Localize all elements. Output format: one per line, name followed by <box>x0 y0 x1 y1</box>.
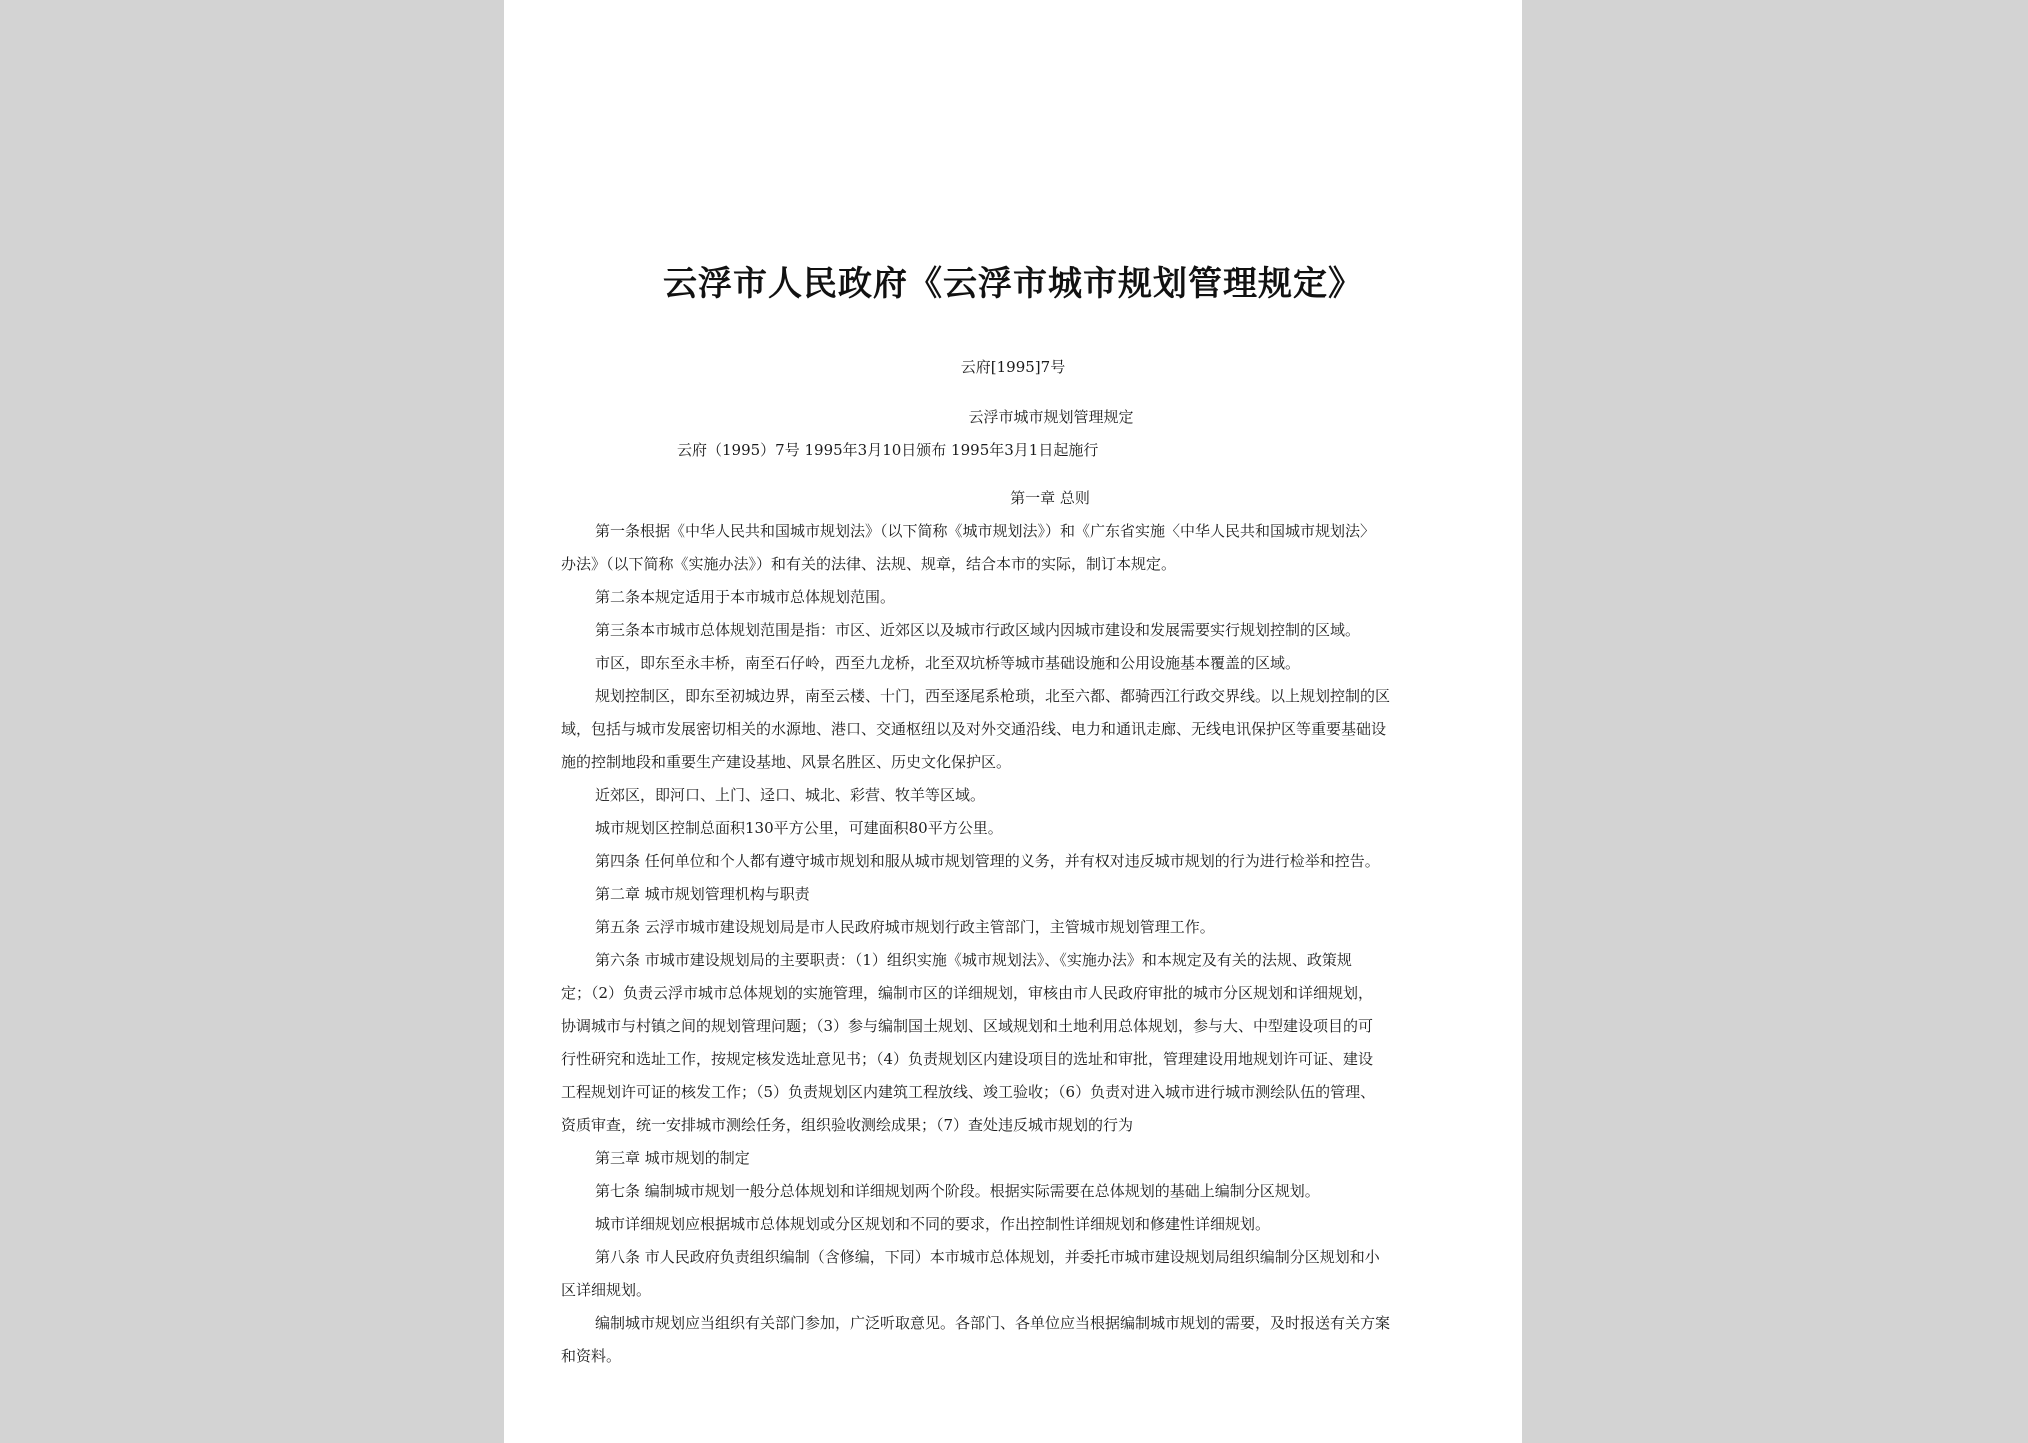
text-line: 和资料。 <box>561 1347 622 1365</box>
text-line: 域，包括与城市发展密切相关的水源地、港口、交通枢纽以及对外交通沿线、电力和通讯走廊、无线电讯保护区等重要基础设 <box>561 720 1387 738</box>
text-line: 行性研究和选址工作，按规定核发选址意见书；（4）负责规划区内建设项目的选址和审批，管理建设用地规划许可证、建设 <box>561 1050 1374 1068</box>
document-body <box>561 482 1471 1373</box>
text-line: 近郊区，即河口、上门、迳口、城北、彩营、牧羊等区域。 <box>595 786 986 804</box>
text-line: 区详细规划。 <box>561 1281 652 1299</box>
document-page <box>504 0 1522 1443</box>
text-line: 施的控制地段和重要生产建设基地、风景名胜区、历史文化保护区。 <box>561 753 1012 771</box>
text-line: 协调城市与村镇之间的规划管理问题；（3）参与编制国土规划、区域规划和土地利用总体规划，参与大、中型建设项目的可 <box>561 1017 1374 1035</box>
text-line: 城市规划区控制总面积130平方公里，可建面积80平方公里。 <box>595 819 1003 837</box>
document-subtitle: 云浮市城市规划管理规定 <box>968 408 1134 426</box>
text-line: 市区，即东至永丰桥，南至石仔岭，西至九龙桥，北至双坑桥等城市基础设施和公用设施基本覆盖的区域。 <box>595 654 1301 672</box>
chapter-heading: 第二章 城市规划管理机构与职责 <box>595 885 810 903</box>
text-line: 第二条本规定适用于本市城市总体规划范围。 <box>595 588 896 606</box>
chapter-heading: 第三章 城市规划的制定 <box>595 1149 750 1167</box>
issue-info: 云府（1995）7号 1995年3月10日颁布 1995年3月1日起施行 <box>677 441 1099 459</box>
text-line: 第五条 云浮市城市建设规划局是市人民政府城市规划行政主管部门，主管城市规划管理工作。 <box>595 918 1215 936</box>
chapter-heading: 第一章 总则 <box>1010 489 1090 507</box>
text-line: 城市详细规划应根据城市总体规划或分区规划和不同的要求，作出控制性详细规划和修建性详细规划。 <box>595 1215 1271 1233</box>
text-line: 第四条 任何单位和个人都有遵守城市规划和服从城市规划管理的义务，并有权对违反城市规划的行为进行检举和控告。 <box>595 852 1380 870</box>
text-line: 第一条根据《中华人民共和国城市规划法》（以下简称《城市规划法》）和《广东省实施〈中华人民共和国城市规划法〉 <box>595 522 1376 540</box>
text-line: 第八条 市人民政府负责组织编制（含修编，下同）本市城市总体规划，并委托市城市建设规划局组织编制分区规划和小 <box>595 1248 1380 1266</box>
text-line: 办法》（以下简称《实施办法》）和有关的法律、法规、规章，结合本市的实际，制订本规定。 <box>561 555 1177 573</box>
text-line: 编制城市规划应当组织有关部门参加，广泛听取意见。各部门、各单位应当根据编制城市规划的需要，及时报送有关方案 <box>595 1314 1391 1332</box>
text-line: 第三条本市城市总体规划范围是指：市区、近郊区以及城市行政区域内因城市建设和发展需要实行规划控制的区域。 <box>595 621 1361 639</box>
text-line: 工程规划许可证的核发工作；（5）负责规划区内建筑工程放线、竣工验收；（6）负责对进入城市进行城市测绘队伍的管理、 <box>561 1083 1376 1101</box>
document-title: 云浮市人民政府《云浮市城市规划管理规定》 <box>663 264 1363 304</box>
text-line: 资质审查，统一安排城市测绘任务，组织验收测绘成果；（7）查处违反城市规划的行为 <box>561 1116 1134 1134</box>
document-number: 云府[1995]7号 <box>960 358 1066 376</box>
text-line: 第六条 市城市建设规划局的主要职责：（1）组织实施《城市规划法》、《实施办法》和本规定及有关的法规、政策规 <box>595 951 1352 969</box>
text-line: 定；（2）负责云浮市城市总体规划的实施管理，编制市区的详细规划，审核由市人民政府审批的城市分区规划和详细规划， <box>561 984 1374 1002</box>
text-line: 第七条 编制城市规划一般分总体规划和详细规划两个阶段。根据实际需要在总体规划的基础上编制分区规划。 <box>595 1182 1320 1200</box>
text-line: 规划控制区，即东至初城边界，南至云楼、十门，西至逐尾系枪琐，北至六都、都骑西江行政交界线。以上规划控制的区 <box>595 687 1391 705</box>
